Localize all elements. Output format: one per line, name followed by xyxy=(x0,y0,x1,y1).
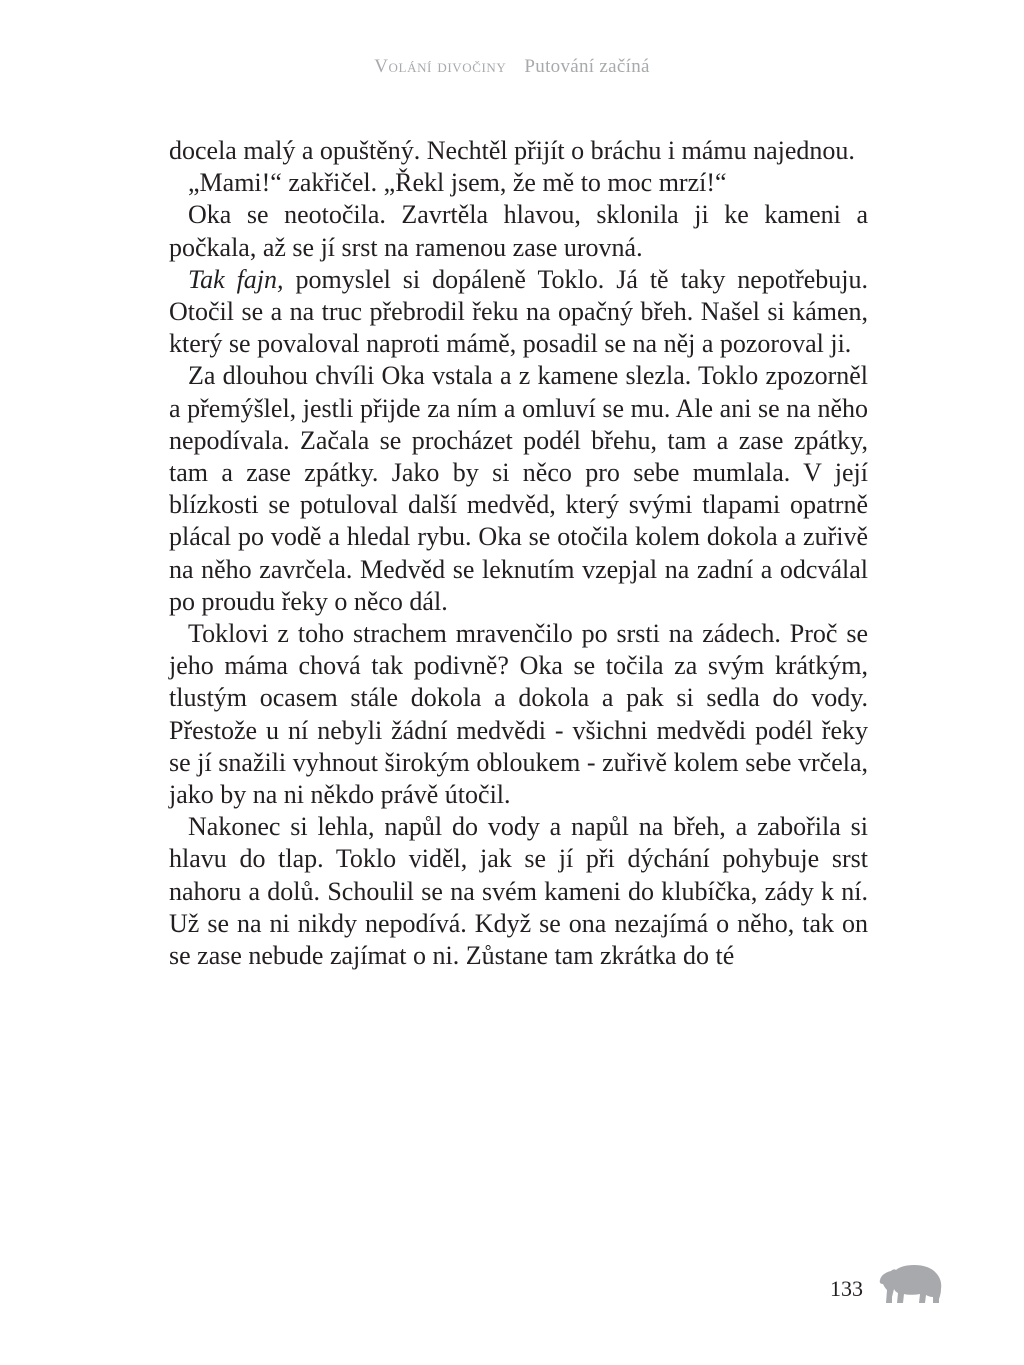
body-text xyxy=(169,135,868,972)
paragraph xyxy=(169,264,868,361)
book-title: Volání divočiny xyxy=(374,56,507,77)
paragraph-text: pomyslel si dopáleně Toklo. Já tě taky nepotřebuju. Otočil se a na truc přebrodil řeku na opačný břeh. Našel si kámen, který se povaloval naproti mámě, posadil se na něj a pozoroval ji. xyxy=(169,264,868,359)
paragraph: „Mami!“ zakřičel. „Řekl jsem, že mě to moc mrzí!“ xyxy=(188,168,727,198)
paragraph: docela malý a opuštěný. Nechtěl přijít o bráchu i mámu najednou. xyxy=(169,136,855,165)
running-head xyxy=(0,56,1024,78)
paragraph: Oka se neotočila. Zavrtěla hlavou, sklonila ji ke kameni a počkala, až se jí srst na ramenou zase urovná. xyxy=(169,200,868,262)
chapter-title: Putování začíná xyxy=(524,56,650,77)
bear-silhouette-icon xyxy=(878,1262,944,1304)
paragraph: Za dlouhou chvíli Oka vstala a z kamene slezla. Toklo zpozorněl a přemýšlel, jestli přijde za ním a omluví se mu. Ale ani se na něho nepodívala. Začala se procházet podél břehu, tam a zase zpátky, tam a zase zpátky. Jako by si něco pro sebe mumlala. V její blízkosti se potuloval další medvěd, který svými tlapami opatrně plácal po vodě a hledal rybu. Oka se otočila kolem dokola a zuřivě na něho zavrčela. Medvěd se leknutím vzepjal na zadní a odcválal po proudu řeky o něco dál. xyxy=(169,361,868,616)
italic-phrase: Tak fajn, xyxy=(188,264,284,294)
page-number: 133 xyxy=(830,1276,863,1301)
paragraph: Nakonec si lehla, napůl do vody a napůl na břeh, a zabořila si hlavu do tlap. Toklo viděl, jak se jí při dýchání pohybuje srst nahoru a dolů. Schoulil se na svém kameni do klubíčka, zády k ní. Už se na ni nikdy nepodívá. Když se ona nezajímá o něho, tak on se zase nebude zajímat o ni. Zůstane tam zkrátka do té xyxy=(169,812,868,971)
paragraph: Toklovi z toho strachem mravenčilo po srsti na zádech. Proč se jeho máma chová tak podivně? Oka se točila za svým krátkým, tlustým ocasem stále dokola a dokola a pak si sedla do vody. Přestože u ní nebyli žádní medvědi - všichni medvědi podél řeky se jí snažili vyhnout širokým obloukem - zuřivě kolem sebe vrčela, jako by na ni někdo právě útočil. xyxy=(169,619,868,810)
